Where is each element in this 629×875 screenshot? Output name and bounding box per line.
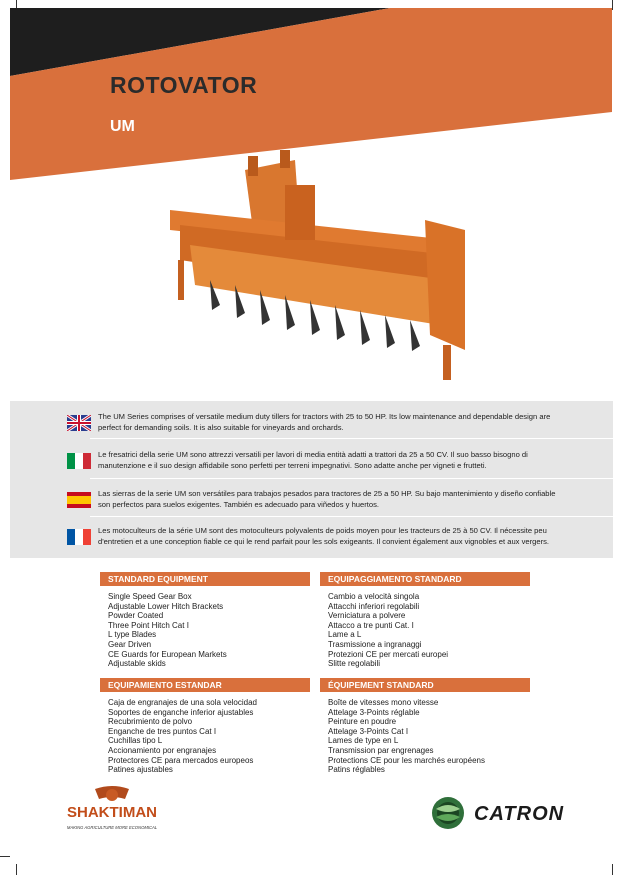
shaktiman-logo xyxy=(65,785,160,833)
equipment-en xyxy=(100,572,310,669)
equipment-list xyxy=(320,586,530,669)
list-item: Attelage 3-Points Cat I xyxy=(328,726,409,736)
list-item: Powder Coated xyxy=(108,611,164,621)
page-subtitle: UM xyxy=(110,118,135,135)
list-item: Recubrimiento de polvo xyxy=(108,717,193,727)
rotovator-image xyxy=(160,150,480,390)
section-heading: ÉQUIPEMENT STANDARD xyxy=(320,678,530,692)
crop-mark xyxy=(0,856,10,857)
list-item: Transmission par engrenages xyxy=(328,745,434,755)
equipment-it xyxy=(320,572,530,669)
description-en: The UM Series comprises of versatile medium duty tillers for tractors with 25 to 50 HP. Its low maintenance and dependable design are perfect for demanding soils. It is also suitable for vineyards and orchards. xyxy=(98,412,551,432)
language-descriptions xyxy=(10,401,613,558)
equipment-list xyxy=(320,692,530,775)
shaktiman-tagline: MAKING AGRICULTURE MORE ECONOMICAL xyxy=(66,825,158,830)
crop-mark xyxy=(16,864,17,875)
list-item: Trasmissione a ingranaggi xyxy=(328,639,422,649)
list-item: CE Guards for European Markets xyxy=(108,649,227,659)
list-item: Cambio a velocità singola xyxy=(328,592,420,601)
page-title: ROTOVATOR xyxy=(110,72,258,98)
section-heading: EQUIPAMIENTO ESTANDAR xyxy=(100,678,310,692)
list-item: Protections CE pour les marchés européens xyxy=(328,755,485,765)
equipment-list xyxy=(100,586,310,669)
list-item: Verniciatura a polvere xyxy=(328,611,406,621)
divider xyxy=(90,478,615,479)
equipment-list xyxy=(100,692,310,775)
description-es: Las sierras de la serie UM son versátiles para trabajos pesados para tractores de 25 a 50 HP. Su bajo mantenimiento y diseño confiable son perfectos para suelos exigentes. También es adecuado para viñedos y huertos. xyxy=(98,489,556,509)
list-item: Protectores CE para mercados europeos xyxy=(108,755,254,765)
crop-mark xyxy=(612,864,613,875)
list-item: Protezioni CE per mercati europei xyxy=(328,649,449,659)
list-item: Soportes de enganche inferior ajustables xyxy=(108,707,254,717)
list-item: Caja de engranajes de una sola velocidad xyxy=(108,698,257,707)
list-item: Three Point Hitch Cat I xyxy=(108,620,189,630)
description-fr: Les motoculteurs de la série UM sont des motoculteurs polyvalents de poids moyen pour les tracteurs de 25 à 50 CV. Il nécessite peu d'entretien et a une conception fiable ce qui le rend parfait pour les sols exigeants. Il convient également aux vignobles et aux vergers. xyxy=(98,526,550,546)
list-item: Attacco a tre punti Cat. I xyxy=(328,620,414,630)
list-item: Adjustable skids xyxy=(108,659,166,669)
list-item: Patins réglables xyxy=(328,765,385,775)
list-item: Lame a L xyxy=(328,630,362,640)
shaktiman-wordmark: SHAKTIMAN xyxy=(67,804,157,821)
list-item: Gear Driven xyxy=(108,639,152,649)
list-item: Patines ajustables xyxy=(108,765,173,775)
section-heading: EQUIPAGGIAMENTO STANDARD xyxy=(320,572,530,586)
list-item: Accionamiento por engranajes xyxy=(108,745,217,755)
list-item: L type Blades xyxy=(108,630,157,640)
list-item: Single Speed Gear Box xyxy=(108,592,192,601)
description-it: Le fresatrici della serie UM sono attrezzi versatili per lavori di media entità adatti a trattori da 25 a 50 CV. Il suo basso bisogno di manutenzione e il suo design affidabile sono perfetti per terreni impegnativi. Sono adatte anche per vigneti e frutteti. xyxy=(98,450,528,470)
list-item: Attelage 3-Points réglable xyxy=(328,707,420,717)
uk-flag-icon xyxy=(67,415,91,431)
list-item: Boîte de vitesses mono vitesse xyxy=(328,698,439,707)
list-item: Attacchi inferiori regolabili xyxy=(328,601,420,611)
list-item: Slitte regolabili xyxy=(328,659,381,669)
divider xyxy=(90,438,615,439)
spain-flag-icon xyxy=(67,492,91,508)
divider xyxy=(90,516,615,517)
catron-wordmark: CATRON xyxy=(474,803,565,825)
list-item: Lames de type en L xyxy=(328,736,399,746)
catron-logo xyxy=(430,795,610,831)
list-item: Peinture en poudre xyxy=(328,717,397,727)
list-item: Enganche de tres puntos Cat I xyxy=(108,726,217,736)
france-flag-icon xyxy=(67,529,91,545)
list-item: Adjustable Lower Hitch Brackets xyxy=(108,601,224,611)
italy-flag-icon xyxy=(67,453,91,469)
list-item: Cuchillas tipo L xyxy=(108,736,163,746)
section-heading: STANDARD EQUIPMENT xyxy=(100,572,310,586)
equipment-es xyxy=(100,678,310,775)
equipment-fr xyxy=(320,678,530,775)
